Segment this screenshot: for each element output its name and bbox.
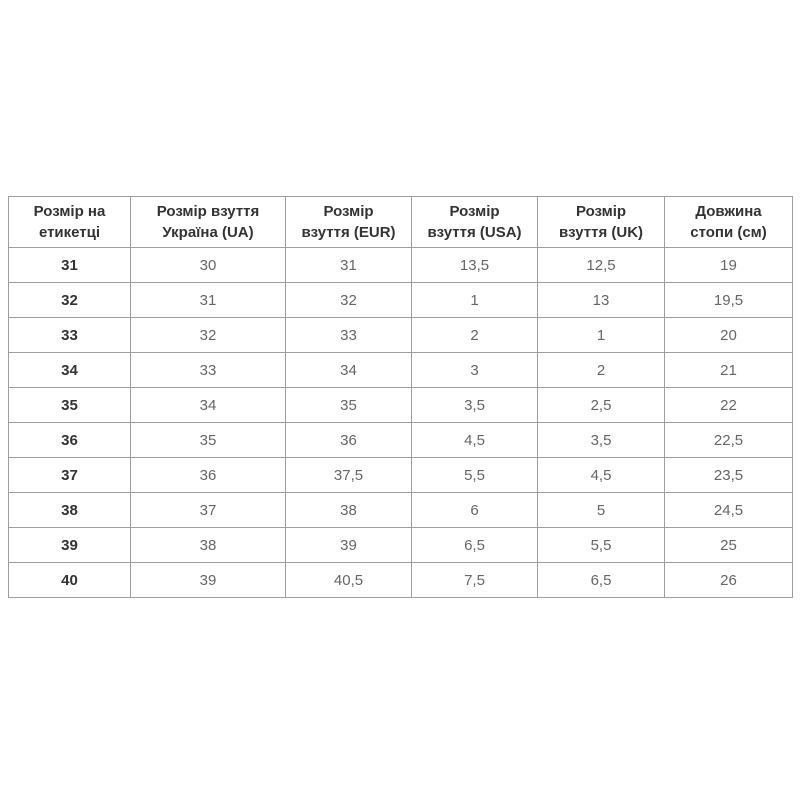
usa-size-cell: 1 (412, 283, 538, 318)
header-label-line2: етикетці (38, 224, 101, 241)
ua-size-cell: 33 (131, 353, 286, 388)
usa-size-cell: 6 (412, 493, 538, 528)
foot-length-cell: 19 (665, 248, 793, 283)
usa-size-cell: 3,5 (412, 388, 538, 423)
eur-size-cell: 36 (286, 423, 412, 458)
row-label-cell: 37 (9, 458, 131, 493)
uk-size-cell: 5,5 (538, 528, 665, 563)
row-label-cell: 39 (9, 528, 131, 563)
usa-size-cell: 7,5 (412, 563, 538, 598)
uk-size-cell: 3,5 (538, 423, 665, 458)
uk-size-cell: 5 (538, 493, 665, 528)
row-label-cell: 34 (9, 353, 131, 388)
size-table-header (9, 197, 793, 248)
size-table-body (9, 248, 793, 598)
uk-size-cell: 2 (538, 353, 665, 388)
eur-size-cell: 40,5 (286, 563, 412, 598)
eur-size-cell: 34 (286, 353, 412, 388)
table-row (9, 388, 793, 423)
foot-length-cell: 22,5 (665, 423, 793, 458)
header-cell-eur (286, 197, 412, 248)
foot-length-cell: 19,5 (665, 283, 793, 318)
row-label-cell: 35 (9, 388, 131, 423)
header-usa-line2: взуття (USA) (427, 224, 522, 241)
table-row (9, 283, 793, 318)
ua-size-cell: 36 (131, 458, 286, 493)
foot-length-cell: 21 (665, 353, 793, 388)
table-row (9, 353, 793, 388)
row-label-cell: 32 (9, 283, 131, 318)
header-cell-foot-length (665, 197, 793, 248)
header-cell-label (9, 197, 131, 248)
eur-size-cell: 35 (286, 388, 412, 423)
foot-length-cell: 24,5 (665, 493, 793, 528)
usa-size-cell: 13,5 (412, 248, 538, 283)
eur-size-cell: 33 (286, 318, 412, 353)
header-cell-ua (131, 197, 286, 248)
uk-size-cell: 2,5 (538, 388, 665, 423)
eur-size-cell: 39 (286, 528, 412, 563)
header-foot-length-line1: Довжина (695, 203, 762, 220)
header-foot-length-line2: стопи (см) (690, 224, 767, 241)
ua-size-cell: 39 (131, 563, 286, 598)
ua-size-cell: 31 (131, 283, 286, 318)
table-row (9, 248, 793, 283)
usa-size-cell: 4,5 (412, 423, 538, 458)
row-label-cell: 31 (9, 248, 131, 283)
ua-size-cell: 34 (131, 388, 286, 423)
header-row (9, 197, 793, 248)
foot-length-cell: 23,5 (665, 458, 793, 493)
table-row (9, 458, 793, 493)
foot-length-cell: 25 (665, 528, 793, 563)
usa-size-cell: 2 (412, 318, 538, 353)
row-label-cell: 36 (9, 423, 131, 458)
eur-size-cell: 37,5 (286, 458, 412, 493)
header-label-line1: Розмір на (33, 203, 106, 220)
usa-size-cell: 3 (412, 353, 538, 388)
foot-length-cell: 20 (665, 318, 793, 353)
uk-size-cell: 4,5 (538, 458, 665, 493)
uk-size-cell: 1 (538, 318, 665, 353)
header-cell-usa (412, 197, 538, 248)
ua-size-cell: 38 (131, 528, 286, 563)
header-uk-line1: Розмір (575, 203, 627, 220)
uk-size-cell: 6,5 (538, 563, 665, 598)
uk-size-cell: 13 (538, 283, 665, 318)
header-eur-line2: взуття (EUR) (301, 224, 396, 241)
ua-size-cell: 35 (131, 423, 286, 458)
ua-size-cell: 37 (131, 493, 286, 528)
shoe-size-conversion-table (8, 196, 793, 598)
table-row (9, 423, 793, 458)
header-ua-line1: Розмір взуття (156, 203, 260, 220)
header-eur-line1: Розмір (323, 203, 374, 220)
header-uk-line2: взуття (UK) (558, 224, 644, 241)
row-label-cell: 38 (9, 493, 131, 528)
header-usa-line1: Розмір (449, 203, 500, 220)
uk-size-cell: 12,5 (538, 248, 665, 283)
table-row (9, 563, 793, 598)
table-row (9, 493, 793, 528)
row-label-cell: 40 (9, 563, 131, 598)
foot-length-cell: 26 (665, 563, 793, 598)
eur-size-cell: 31 (286, 248, 412, 283)
ua-size-cell: 32 (131, 318, 286, 353)
row-label-cell: 33 (9, 318, 131, 353)
eur-size-cell: 38 (286, 493, 412, 528)
table-row (9, 528, 793, 563)
ua-size-cell: 30 (131, 248, 286, 283)
foot-length-cell: 22 (665, 388, 793, 423)
table-row (9, 318, 793, 353)
usa-size-cell: 6,5 (412, 528, 538, 563)
header-ua-line2: Україна (UA) (162, 224, 254, 241)
header-cell-uk (538, 197, 665, 248)
eur-size-cell: 32 (286, 283, 412, 318)
usa-size-cell: 5,5 (412, 458, 538, 493)
